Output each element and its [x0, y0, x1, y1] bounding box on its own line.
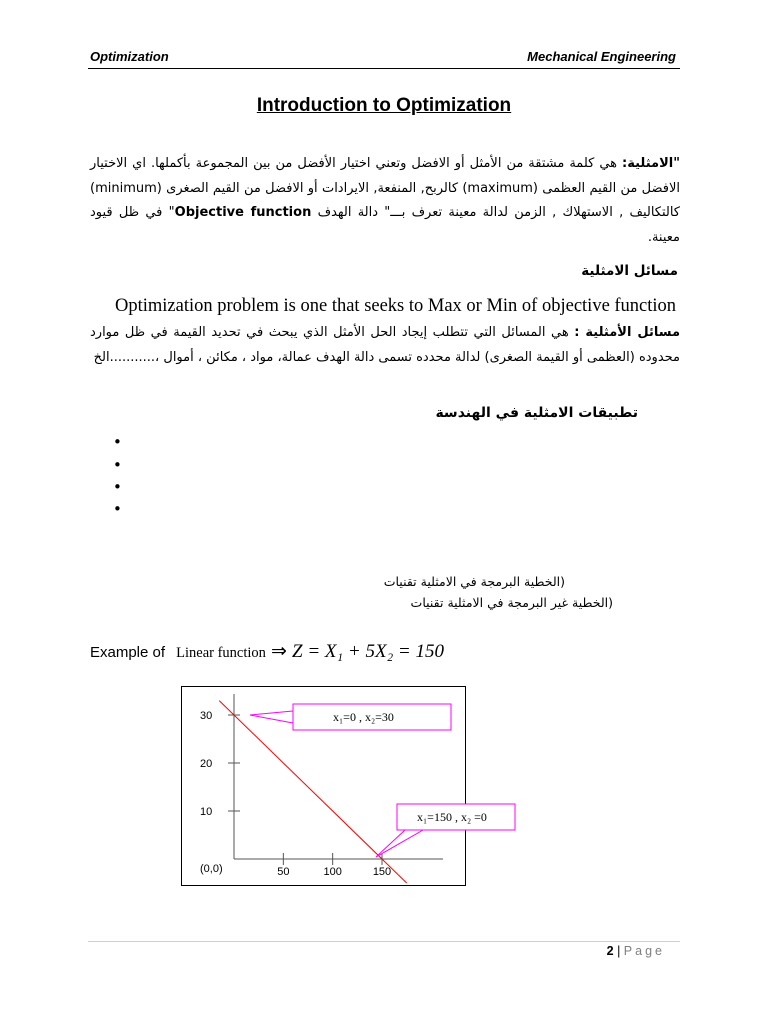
objective-function-term: Objective function — [174, 205, 312, 220]
technique-nonlinear: (الخطية غير البرمجة في الامثلية تقنيات — [410, 595, 613, 610]
page-word: Page — [623, 944, 665, 958]
header-left: Optimization — [90, 49, 169, 64]
page-title: Introduction to Optimization — [256, 95, 512, 116]
y-tick-label: 10 — [200, 806, 213, 818]
example-equation: Z = X₁ + 5X₂ = 150 — [292, 641, 445, 662]
page-footer — [607, 944, 665, 958]
example-function-name: Linear function — [176, 645, 266, 661]
bullet-item: • — [113, 433, 122, 451]
section-heading-applications: تطبيقات الامثلية في الهندسة — [435, 405, 638, 421]
bullet-item: • — [113, 478, 122, 496]
definition-body-2: " في ظل قيود معينة. — [90, 205, 680, 245]
technique-linear: (الخطية البرمجة في الامثلية تقنيات — [383, 574, 565, 589]
origin-label: (0,0) — [200, 863, 223, 875]
linear-function-chart — [181, 686, 487, 886]
problems-paragraph — [90, 321, 680, 370]
footer-divider — [88, 941, 680, 942]
definition-paragraph — [90, 152, 680, 250]
section-heading-problems: مسائل الامثلية — [581, 263, 678, 279]
annotation-text: x₁=0 , x₂=30 — [333, 710, 394, 724]
header-right: Mechanical Engineering — [527, 49, 676, 64]
implies-arrow-icon: ⇒ — [271, 640, 287, 662]
y-tick-label: 20 — [200, 758, 213, 770]
bullet-item: • — [113, 456, 122, 474]
header-divider — [88, 68, 680, 69]
x-tick-label: 100 — [323, 866, 342, 878]
definition-term: "الامثلية: — [622, 156, 680, 171]
x-tick-label: 150 — [372, 866, 392, 878]
english-definition: Optimization problem is one that seeks to Max or Min of objective function — [115, 296, 677, 316]
bullet-item: • — [113, 500, 122, 518]
example-label: Example of — [90, 644, 166, 661]
problems-body: هي المسائل التي تتطلب إيجاد الحل الأمثل الذي يبحث في تحديد القيمة في ظل موارد محدوده (العظمى أو القيمة الصغرى) لدالة محدده تسمى دالة الهدف عمالة، مواد ، مكائن ، أموال ،...........الخ — [90, 325, 680, 365]
footer-separator: | — [617, 944, 621, 958]
problems-term: مسائل الأمثلية : — [574, 325, 680, 340]
example-line — [90, 640, 444, 663]
x-tick-label: 50 — [277, 866, 290, 878]
annotation-text: x₁=150 , x₂ =0 — [417, 810, 487, 824]
y-tick-label: 30 — [200, 710, 213, 722]
page-number: 2 — [606, 944, 614, 958]
definition-body-1: هي كلمة مشتقة من الأمثل أو الافضل وتعني اختيار الأفضل من بين المجموعة بأكملها. اي الاختيار الافضل من القيم العظمى (maximum) كالربح, المنفعة, الايرادات أو الافضل من القيم الصغرى (minimum) كالتكاليف , الاستهلاك , الزمن لدالة معينة تعرف بـــ" دالة الهدف — [90, 156, 681, 220]
